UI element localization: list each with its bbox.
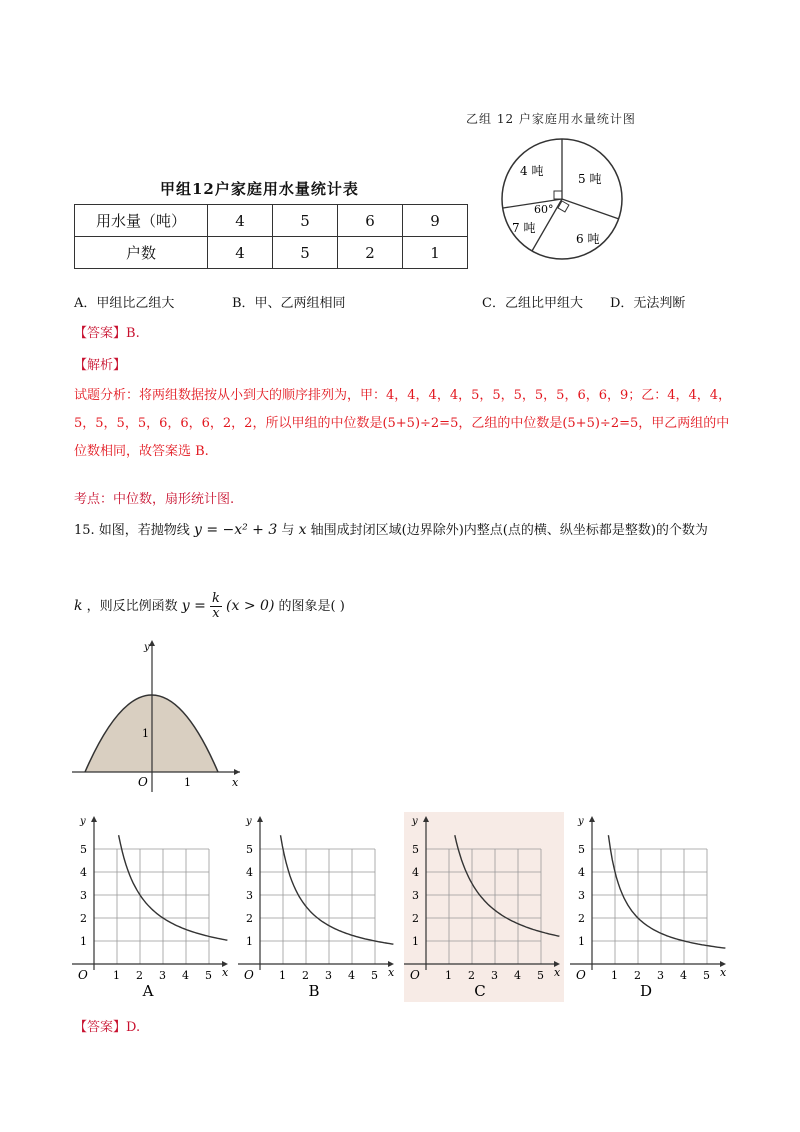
table-header-cell: 户数 <box>75 237 208 269</box>
choice-label: B <box>308 982 320 1000</box>
tick-label: 1 <box>184 776 191 789</box>
option-a: A．甲组比乙组大 <box>74 296 175 311</box>
option-d: D．无法判断 <box>610 296 686 311</box>
analysis-heading: 【解析】 <box>74 358 127 373</box>
q15-text: 15. 如图，若抛物线 <box>74 523 190 538</box>
pie-label: 4 吨 <box>520 164 544 178</box>
tick-label: 5 <box>703 969 710 982</box>
x-axis-label: x <box>388 966 395 979</box>
table-cell: 4 <box>208 237 273 269</box>
tick-label: 3 <box>246 889 253 902</box>
tick-label: 1 <box>445 969 452 982</box>
tick-label: 5 <box>537 969 544 982</box>
q15-formula: (x > 0) <box>226 598 275 614</box>
fraction-num: k <box>212 591 220 606</box>
answer-value: D. <box>126 1020 141 1035</box>
q15-formula: y = <box>181 598 206 614</box>
tick-label: 1 <box>80 935 87 948</box>
tick-label: 5 <box>578 843 585 856</box>
x-axis-label: x <box>222 966 229 979</box>
answer-value: B. <box>126 326 140 341</box>
tick-label: 2 <box>246 912 253 925</box>
tick-label: 5 <box>205 969 212 982</box>
origin-label: O <box>78 968 88 982</box>
table-cell: 6 <box>338 205 403 237</box>
y-axis-label: y <box>80 816 86 827</box>
origin-label: O <box>138 775 148 789</box>
x-axis-label: x <box>554 966 561 979</box>
answer-15 <box>74 1016 140 1035</box>
tick-label: 4 <box>514 969 521 982</box>
table-row <box>75 237 468 269</box>
tick-label: 2 <box>136 969 143 982</box>
table-cell: 4 <box>208 205 273 237</box>
choice-label: C <box>474 982 486 1000</box>
tick-label: 4 <box>412 866 419 879</box>
tick-label: 4 <box>348 969 355 982</box>
tick-label: 1 <box>142 727 149 740</box>
hyperbola-curve <box>608 835 725 948</box>
tick-label: 4 <box>680 969 687 982</box>
choice-label: A <box>142 982 154 1000</box>
y-axis-arrow <box>257 816 263 822</box>
tick-label: 3 <box>412 889 419 902</box>
x-axis-label: x <box>232 776 239 789</box>
answer-14 <box>74 322 140 341</box>
hyperbola-curve <box>281 835 394 944</box>
tick-label: 5 <box>80 843 87 856</box>
q15-text: 与 <box>281 523 295 538</box>
table-cell: 1 <box>403 237 468 269</box>
choice-graph-b <box>238 812 398 1002</box>
right-angle-mark <box>554 191 562 199</box>
tick-label: 2 <box>302 969 309 982</box>
tick-label: 1 <box>412 935 419 948</box>
tick-label: 5 <box>371 969 378 982</box>
tick-label: 1 <box>611 969 618 982</box>
analysis-text: 试题分析：将两组数据按从小到大的顺序排列为，甲：4，4，4，4，5，5，5，5，5，6，6，9；乙：4，4，4，5，5，5，5，6，6，6，2，2，所以甲组的中位数是(5+5)÷2=5，乙组的中位数是(5+5)÷2=5，甲乙两组的中位数相同，故答案选 B. <box>74 388 732 459</box>
answer-bracket: 【答案】 <box>74 1020 127 1035</box>
tick-label: 1 <box>246 935 253 948</box>
option-c: C．乙组比甲组大 <box>482 296 583 311</box>
tick-label: 3 <box>325 969 332 982</box>
tick-label: 3 <box>657 969 664 982</box>
tick-label: 2 <box>634 969 641 982</box>
y-axis-arrow <box>149 640 155 646</box>
q15-text: 轴围成封闭区域(边界除外)内整点(点的横、纵坐标都是整数)的个数为 <box>310 523 708 538</box>
origin-label: O <box>410 968 420 982</box>
pie-label: 5 吨 <box>578 172 602 186</box>
pie-label: 6 吨 <box>576 232 600 246</box>
fraction <box>210 592 222 621</box>
choice-graph-d <box>570 812 730 1002</box>
y-axis-arrow <box>589 816 595 822</box>
question-15 <box>74 520 754 541</box>
tick-label: 4 <box>578 866 585 879</box>
tick-label: 2 <box>578 912 585 925</box>
origin-label: O <box>576 968 586 982</box>
y-axis-label: y <box>412 816 418 827</box>
pie-label: 7 吨 <box>512 221 536 235</box>
water-usage-table <box>74 204 468 269</box>
y-axis-arrow <box>91 816 97 822</box>
question-15-line2 <box>74 592 345 621</box>
y-axis-label: y <box>144 642 150 653</box>
fraction-den: x <box>212 606 220 621</box>
q15-var: k <box>74 598 83 614</box>
y-axis-label: y <box>246 816 252 827</box>
table-title: 甲组12户家庭用水量统计表 <box>160 180 359 198</box>
tick-label: 3 <box>80 889 87 902</box>
table-cell: 2 <box>338 237 403 269</box>
tick-label: 4 <box>246 866 253 879</box>
table-cell: 9 <box>403 205 468 237</box>
tick-label: 1 <box>279 969 286 982</box>
answer-bracket: 【答案】 <box>74 326 127 341</box>
option-b: B．甲、乙两组相同 <box>232 296 346 311</box>
table-row <box>75 205 468 237</box>
table-header-cell: 用水量（吨） <box>75 205 208 237</box>
tick-label: 4 <box>80 866 87 879</box>
q15-text: 的图象是( ) <box>278 599 345 614</box>
tick-label: 5 <box>412 843 419 856</box>
table-cell: 5 <box>273 237 338 269</box>
tick-label: 1 <box>578 935 585 948</box>
tick-label: 3 <box>578 889 585 902</box>
origin-label: O <box>244 968 254 982</box>
pie-title: 乙组 12 户家庭用水量统计图 <box>466 112 636 126</box>
tick-label: 4 <box>182 969 189 982</box>
pie-radius <box>562 199 619 219</box>
x-axis-arrow <box>234 769 240 775</box>
tick-label: 2 <box>80 912 87 925</box>
tick-label: 3 <box>491 969 498 982</box>
tick-label: 3 <box>159 969 166 982</box>
y-axis-label: y <box>578 816 584 827</box>
choice-graph-a <box>72 812 232 1002</box>
x-axis-label: x <box>720 966 727 979</box>
q15-var: x <box>298 522 307 538</box>
choice-label: D <box>639 982 653 1000</box>
kaodian-text: 考点：中位数，扇形统计图. <box>74 492 235 507</box>
tick-label: 1 <box>113 969 120 982</box>
parabola-figure <box>70 636 250 796</box>
table-cell: 5 <box>273 205 338 237</box>
pie-chart <box>498 135 626 263</box>
hyperbola-curve <box>119 835 228 940</box>
tick-label: 2 <box>412 912 419 925</box>
tick-label: 5 <box>246 843 253 856</box>
tick-label: 2 <box>468 969 475 982</box>
pie-angle-label: 60° <box>534 203 554 216</box>
q15-text: ，则反比例函数 <box>86 599 178 614</box>
choice-graph-c <box>404 812 564 1002</box>
q15-formula: y = −x² + 3 <box>193 522 278 538</box>
